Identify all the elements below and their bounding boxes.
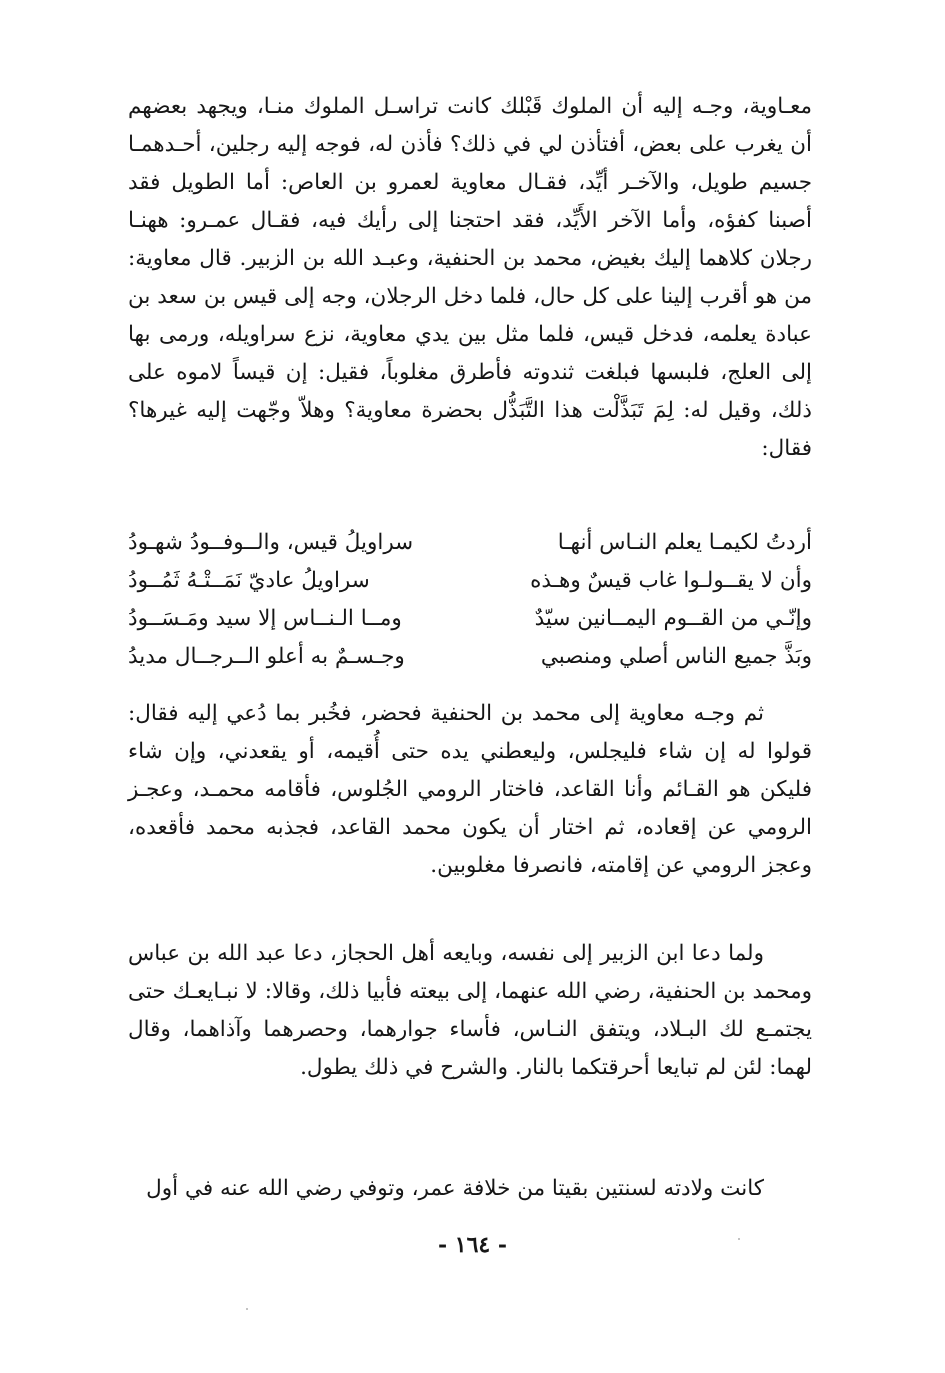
- verse-first-hemistich: وبَذَّ جميع الناس أصلي ومنصبي: [540, 644, 812, 669]
- paragraph-ibn-hanafiyya-contest: ثم وجـه معاوية إلى محمد بن الحنفية فحضر، فخُبر بما دُعي إليه فقال: قولوا له إن شاء فليجلس، وليعطني يده حتى أُقيمه، أو يقعدني، وإن شاء فليكن هو القـائم وأنا القاعد، فاختار الرومي الجُلوس، فأقامه محمـد، وعجـز الرومي عن إقعاده، ثم اختار أن يكون محمد القاعد، فجذبه محمد فأقعده، وعجز الرومي عن إقامته، فانصرفا مغلوبين.: [128, 701, 812, 878]
- poem-verse: [128, 562, 812, 600]
- poem-qays-verses: [128, 524, 812, 676]
- paragraph-ibn-zubayr-pledge: ولما دعا ابن الزبير إلى نفسه، وبايعه أهل الحجاز، دعا عبد الله بن عباس ومحمد بن الحنفية، رضي الله عنهما، إلى بيعته فأبيا ذلك، وقالا: لا نبـايعـك حتى يجتمـع لك البـلاد، ويتفق النـاس، فأساء جوارهما، وحصرهما وآذاهما، وقال لهما: لئن لم تبايعا أحرقتكما بالنار. والشرح في ذلك يطول.: [128, 941, 812, 1080]
- poem-verse: [128, 600, 812, 638]
- verse-first-hemistich: وأن لا يقــولـوا غاب قيسٌ وهـذه: [530, 568, 812, 593]
- page-number: - ١٦٤ -: [437, 1232, 508, 1258]
- poem-verse: [128, 524, 812, 562]
- verse-second-hemistich: سراويلُ عاديّ نَمَــتْـهُ ثَمُــودُ: [128, 568, 370, 593]
- paragraph-muawiya-envoys: معـاوية، وجـه إليه أن الملوك قَبْلك كانت تراسـل الملوك منـا، ويجهد بعضهم أن يغرب على بعض، أفتأذن لي في ذلك؟ فأذن له، فوجه إليه رجلين، أحـدهمـا جسيم طويل، والآخـر أيِّد، فقـال معاوية لعمرو بن العاص: أما الطويل فقد أصبنا كفؤه، وأما الآخر الأَيِّد، فقد احتجنا إلى رأيك فيه، فقـال عمـرو: ههنـا رجلان كلاهما إليك بغيض، محمد بن الحنفية، وعبـد الله بن الزبير. قال معاوية: من هو أقرب إلينا على كل حال، فلما دخل الرجلان، وجه إلى قيس بن سعد بن عبادة يعلمه، فدخل قيس، فلما مثل بين يدي معاوية، نزع سراويله، ورمى بها إلى العلج، فلبسها فبلغت ثندوته فأطرق مغلوباً، فقيل: إن قيساً لاموه على ذلك، وقيل له: لِمَ تَبَذَّلْت هذا التَّبَذُّل بحضرة معاوية؟ وهلاّ وجّهت إليه غيرها؟ فقال:: [128, 94, 812, 461]
- paper-speck: [738, 1238, 740, 1240]
- verse-first-hemistich: وإنّـي من القــوم اليمــانين سيّدٌ: [534, 606, 812, 631]
- verse-second-hemistich: ومــا الـنــاس إلا سيد ومَـسَــودُ: [128, 606, 402, 631]
- verse-second-hemistich: وجـسـمٌ به أعلو الــرجــال مديدُ: [128, 644, 405, 669]
- paper-speck: [246, 1308, 248, 1310]
- poem-verse: [128, 638, 812, 676]
- paragraph-birth-death: كانت ولادته لسنتين بقيتا من خلافة عمر، وتوفي رضي الله عنه في أول: [146, 1176, 764, 1201]
- verse-first-hemistich: أردتُ لكيمـا يعلم النـاس أنهـا: [557, 530, 812, 555]
- verse-second-hemistich: سراويلُ قيس، والــوفــودُ شهـودُ: [128, 530, 414, 555]
